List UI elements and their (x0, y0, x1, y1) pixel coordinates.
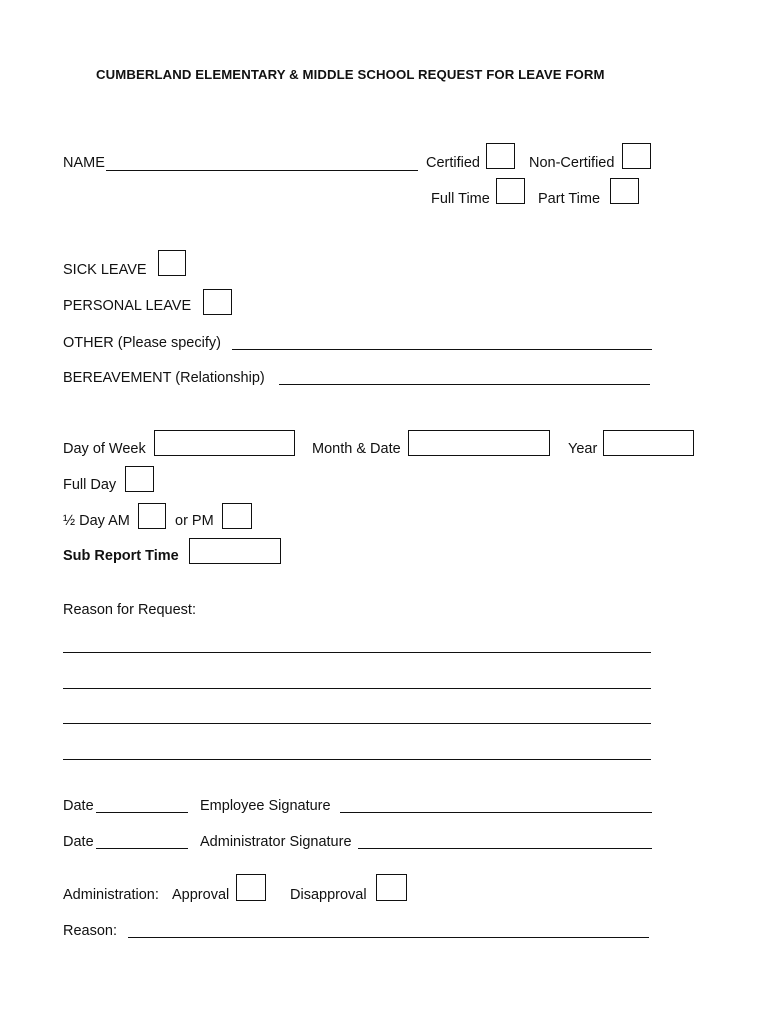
full-day-checkbox[interactable] (125, 466, 154, 492)
reason-for-request-label: Reason for Request: (63, 602, 196, 618)
employee-date-label: Date (63, 798, 94, 814)
sick-leave-label: SICK LEAVE (63, 262, 147, 278)
employee-signature-label: Employee Signature (200, 798, 331, 814)
year-label: Year (568, 441, 598, 457)
bereavement-relationship-field[interactable] (279, 384, 650, 385)
disapproval-label: Disapproval (290, 887, 367, 903)
half-day-am-label: ½ Day AM (63, 513, 130, 529)
month-date-label: Month & Date (312, 441, 401, 457)
full-time-label: Full Time (431, 191, 490, 207)
certified-label: Certified (426, 155, 480, 171)
administration-label: Administration: (63, 887, 159, 903)
sub-report-time-label: Sub Report Time (63, 548, 179, 564)
other-specify-field[interactable] (232, 349, 652, 350)
administrator-date-label: Date (63, 834, 94, 850)
reason-line-4[interactable] (63, 759, 651, 760)
employee-date-field[interactable] (96, 812, 188, 813)
other-label: OTHER (Please specify) (63, 335, 221, 351)
day-of-week-field[interactable] (154, 430, 295, 456)
administrator-date-field[interactable] (96, 848, 188, 849)
approval-checkbox[interactable] (236, 874, 266, 901)
certified-checkbox[interactable] (486, 143, 515, 169)
employee-signature-field[interactable] (340, 812, 652, 813)
full-day-label: Full Day (63, 477, 117, 493)
half-day-pm-checkbox[interactable] (222, 503, 252, 529)
name-label: NAME (63, 155, 105, 171)
day-of-week-label: Day of Week (63, 441, 146, 457)
part-time-label: Part Time (538, 191, 601, 207)
administrator-signature-label: Administrator Signature (200, 834, 352, 850)
month-date-field[interactable] (408, 430, 550, 456)
year-field[interactable] (603, 430, 694, 456)
name-field[interactable] (106, 170, 418, 171)
personal-leave-checkbox[interactable] (203, 289, 232, 315)
administrator-signature-field[interactable] (358, 848, 652, 849)
reason-line-3[interactable] (63, 723, 651, 724)
reason-line-2[interactable] (63, 688, 651, 689)
disapproval-checkbox[interactable] (376, 874, 407, 901)
sub-report-time-field[interactable] (189, 538, 281, 564)
half-day-am-checkbox[interactable] (138, 503, 166, 529)
administration-reason-field[interactable] (128, 937, 649, 938)
bereavement-label: BEREAVEMENT (Relationship) (63, 370, 265, 386)
sick-leave-checkbox[interactable] (158, 250, 186, 276)
non-certified-label: Non-Certified (529, 155, 615, 171)
approval-label: Approval (172, 887, 230, 903)
administration-reason-label: Reason: (63, 923, 118, 939)
form-title: CUMBERLAND ELEMENTARY & MIDDLE SCHOOL REQUEST FOR LEAVE FORM (96, 67, 605, 82)
full-time-checkbox[interactable] (496, 178, 525, 204)
non-certified-checkbox[interactable] (622, 143, 651, 169)
or-pm-label: or PM (175, 513, 214, 529)
personal-leave-label: PERSONAL LEAVE (63, 298, 192, 314)
part-time-checkbox[interactable] (610, 178, 639, 204)
reason-line-1[interactable] (63, 652, 651, 653)
